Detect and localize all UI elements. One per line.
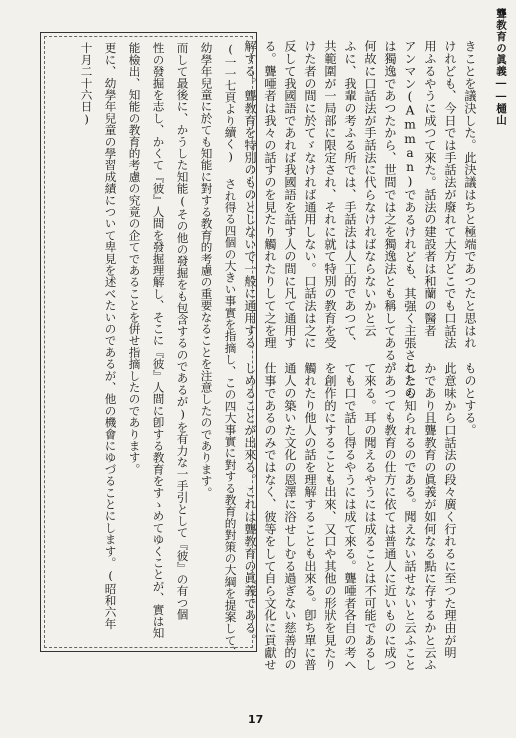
text-column: けた者の間に於てゞなければ通用しない。口話法は之に (303, 40, 317, 349)
text-column: ことも知られるのである。聞えない話せないと云ふこと (403, 362, 417, 671)
text-column: かであり且聾教育の眞義が如何なる點に存するかと云ふ (423, 362, 437, 671)
box-text-column: 能檢出、知能の教育的考慮の究竟の企てであることを倂せ指摘したのであります。 (127, 42, 142, 475)
text-column: 通人の築いた文化の恩澤に浴せしむる過ぎない慈善的の (283, 362, 297, 671)
text-column: 何故に口話法が手話法に代らなければならないかと云 (363, 40, 377, 337)
running-header: 聾教育の眞義――樋山 (495, 8, 507, 126)
text-column: があつても教育の仕方に依ては普通人に近いものに成つ (383, 362, 397, 671)
box-text-column: 性の發掘を志し、かくて『彼』人間を發掘理解し、そこに『彼』人間に卽する教育をすゝめてゆくことが、實は知 (151, 42, 166, 639)
text-column: きことを議決した。此決議はちと極端であつたと思はれ (463, 40, 477, 349)
text-column: は獨逸であつたから、世間では之を獨逸法とも稱してある。 (383, 40, 397, 374)
text-column: アンマン(Amman)であるけれども、其强く主張されたの (403, 40, 417, 399)
box-text-column: (一一七頁より續く) され得る四個の大きい事實を指摘し、この四大事實に對する教育的對策の大綱を提案して、 (223, 42, 238, 658)
text-column: ふに、我輩の考ふる所では、手話法は人工的であつて、 (343, 40, 357, 349)
box-text-column: 十月二十六日) (79, 42, 94, 127)
box-text-column: 更に、幼學年兒童の學習成績について卑見を述べたいのであるが、他の機會にゆづることにします。(昭和六年 (103, 42, 118, 630)
text-column: る。聾唖者は我々の話すのを見たり觸れたりして之を理 (263, 40, 277, 349)
text-column: しめることが出來る。これは聾教育の眞義である。 (243, 362, 257, 647)
box-text-column: 幼學年兒童に於ても知能に對する教育的考慮の重要なることを注意したのであります。 (199, 42, 214, 499)
text-column: 觸れたり他人の話を理解することも出來る。卽ち單に普 (303, 362, 317, 671)
text-column: けれども、今日では手話法が廢れて大方どこでも口話法 (443, 40, 457, 349)
text-column: 共範圍が一局部に限定され、それに就て特別の教育を受 (323, 40, 337, 349)
text-column: 解する。聾教育を特別のものとしないで一般に通用する (243, 40, 257, 349)
text-column: 反して我國語であれば我國語を話す人の間に凡て通用す (283, 40, 297, 349)
text-column: 用ふるやうに成つて來た。話法の建設者は和蘭の醫者 (423, 40, 437, 337)
text-column: ても口で話し得るやうには成て來る。聾唖者各自の考へ (343, 362, 357, 671)
text-column: を創作的にすることも出來、又口や其他の形狀を見たり (323, 362, 337, 671)
text-column: 此意味から口話法の段々廣く行れるに至つた理由が明 (443, 362, 457, 659)
text-column: ものとする。 (463, 362, 477, 437)
page-number: 17 (248, 713, 264, 726)
text-column: て來る。耳の聞えるやうには成ることは不可能であるし (363, 362, 377, 671)
box-text-column: 而して最後に、かうした知能(その他の發掘をも包含するのであるが)を有力な一手引として『彼』の有つ個 (175, 42, 190, 621)
text-column: 仕事であるのみではなく、彼等をして自ら文化に貢獻せ (263, 362, 277, 671)
continuation-box-inner-border (44, 36, 253, 658)
